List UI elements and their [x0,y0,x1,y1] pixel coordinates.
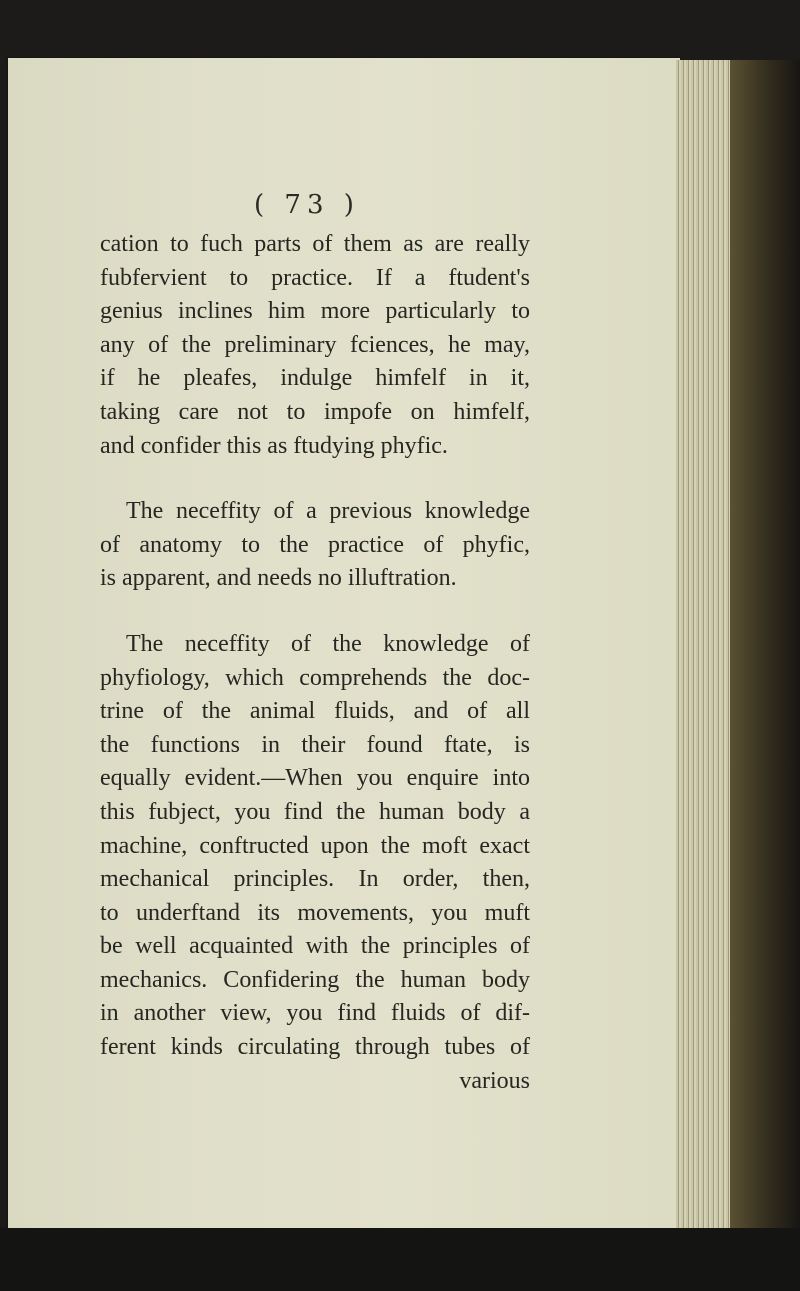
paragraph-1 [100,228,530,463]
text-line: The neceffity of the knowledge of [126,630,530,657]
text-line: and confider this as ftudying phyfic. [100,432,448,459]
text-line: genius inclines him more particularly to [100,298,530,325]
text-line: taking care not to impofe on himfelf, [100,398,530,425]
cover-edge [730,60,800,1230]
text-line: is apparent, and needs no illuftration. [100,565,457,592]
body-text [100,228,530,1098]
text-line: trine of the animal fluids, and of all [100,698,530,725]
text-line: phyfiology, which comprehends the doc- [100,664,530,691]
text-line: if he pleafes, indulge himfelf in it, [100,365,530,392]
paragraph-gap [100,596,530,628]
text-line: be well acquainted with the principles of [100,933,530,960]
catchword: various [459,1067,530,1094]
paragraph-2 [100,495,530,596]
page-edges [676,60,738,1230]
text-line: in another view, you find fluids of dif- [100,1000,530,1027]
paragraph-3 [100,628,530,1065]
paragraph-gap [100,463,530,495]
text-line: The neceffity of a previous knowledge [126,498,530,525]
text-line: fubfervient to practice. If a ftudent's [100,264,530,291]
text-line: mechanical principles. In order, then, [100,866,530,893]
text-line: this fubject, you find the human body a [100,798,530,825]
text-line: equally evident.—When you enquire into [100,765,530,792]
text-line: mechanics. Confidering the human body [100,966,530,993]
text-line: of anatomy to the practice of phyfic, [100,531,530,558]
text-line: ferent kinds circulating through tubes of [100,1034,530,1061]
text-line: machine, conftructed upon the moft exact [100,832,530,859]
bottom-shadow [0,1228,800,1291]
text-line: cation to fuch parts of them as are really [100,231,530,257]
text-line: the functions in their found ftate, is [100,731,530,758]
text-line: to underftand its movements, you muft [100,899,530,926]
text-line: any of the preliminary fciences, he may, [100,331,530,358]
page-number: ( 73 ) [254,190,360,220]
